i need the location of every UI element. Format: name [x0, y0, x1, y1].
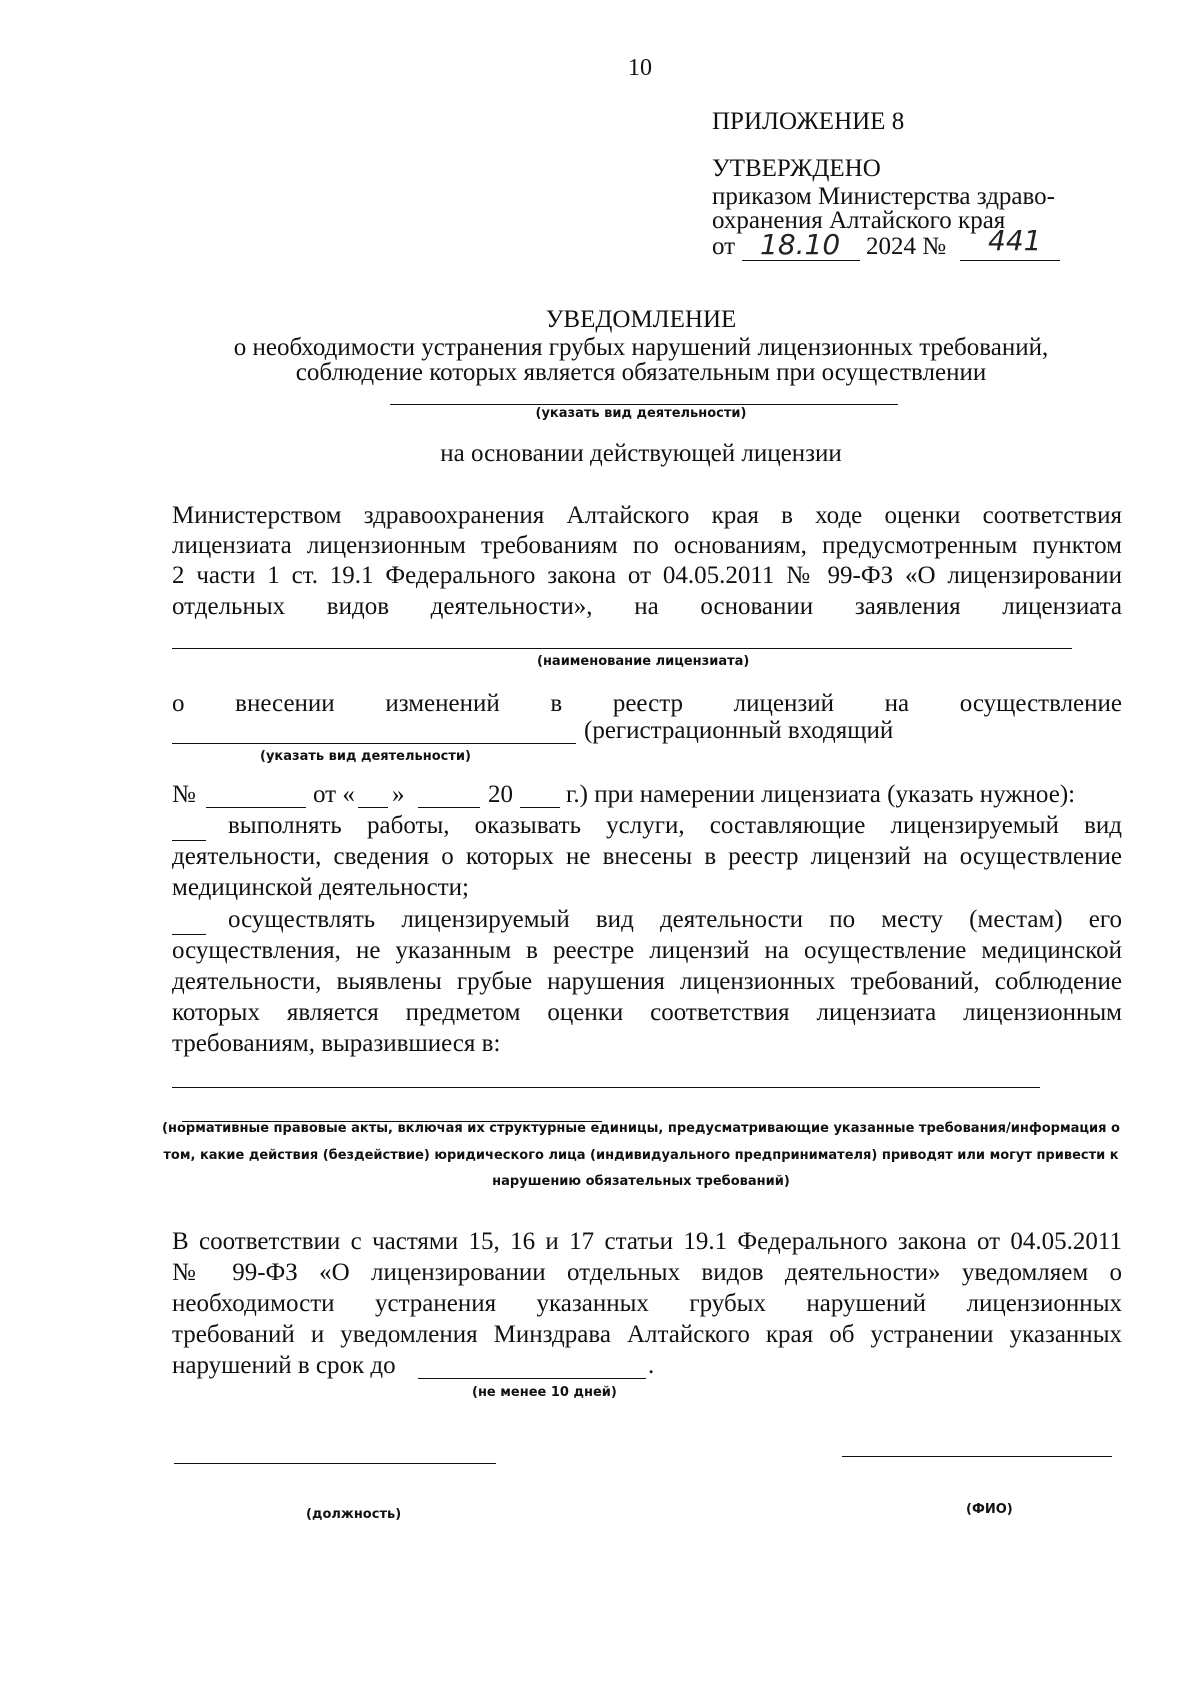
- activity-line2: [172, 743, 576, 744]
- reg-year-blank: [520, 807, 560, 808]
- option2-line1: осуществлять лицензируемый вид деятельности по месту (местам) его: [228, 906, 1122, 933]
- norm-hint-line2: том, какие действия (бездействие) юридического лица (индивидуального предпринимателя) приводят или могут привести к: [163, 1148, 1119, 1163]
- option2-line5: требованиям, выразившиеся в:: [172, 1030, 501, 1057]
- para2-line3: необходимости устранения указанных грубых нарушений лицензионных: [172, 1290, 1122, 1317]
- para1-line2: лицензиата лицензионным требованиям по основаниям, предусмотренным пунктом: [172, 532, 1122, 559]
- deadline-hint: (не менее 10 дней): [472, 1385, 617, 1400]
- para2-line1: В соответствии с частями 15, 16 и 17 статьи 19.1 Федерального закона от 04.05.2011: [172, 1228, 1122, 1255]
- reg-year-label: 20: [488, 781, 513, 808]
- reg-quote: »: [392, 781, 405, 808]
- option2-checkbox: [172, 934, 206, 935]
- option1-line2: деятельности, сведения о которых не внесены в реестр лицензий на осуществление: [172, 843, 1122, 870]
- position-line: [174, 1463, 496, 1464]
- activity-hint2: (указать вид деятельности): [260, 749, 471, 764]
- approved-year: 2024 №: [866, 233, 947, 260]
- approved-title: УТВЕРЖДЕНО: [712, 155, 881, 182]
- appendix-label: ПРИЛОЖЕНИЕ 8: [712, 108, 905, 135]
- deadline-blank: [418, 1378, 646, 1379]
- reg-no-label: №: [172, 781, 196, 808]
- notice-title: УВЕДОМЛЕНИЕ: [545, 306, 737, 333]
- para1-line5: о внесении изменений в реестр лицензий на осуществление: [172, 690, 1122, 717]
- option1-line3: медицинской деятельности;: [172, 874, 469, 901]
- option2-line2: осуществления, не указанным в реестре лицензий на осуществление медицинской: [172, 937, 1122, 964]
- handwritten-date: 18.10: [760, 228, 841, 261]
- deadline-period: .: [648, 1352, 655, 1379]
- option1-checkbox: [172, 840, 206, 841]
- name-hint: (ФИО): [966, 1502, 1013, 1517]
- reg-month-blank: [418, 807, 480, 808]
- reg-tail: г.) при намерении лицензиата (указать нужное):: [566, 781, 1076, 808]
- handwritten-number: 441: [988, 224, 1042, 257]
- approved-line2: охранения Алтайского края: [712, 207, 1006, 234]
- violations-line: [172, 1087, 1040, 1088]
- position-hint: (должность): [306, 1507, 402, 1522]
- registration-label: (регистрационный входящий: [584, 717, 894, 744]
- para1-line1: Министерством здравоохранения Алтайского края в ходе оценки соответствия: [172, 502, 1122, 529]
- name-line: [842, 1456, 1112, 1457]
- approved-from: от: [712, 233, 736, 260]
- option2-line3: деятельности, выявлены грубые нарушения лицензионных требований, соблюдение: [172, 968, 1122, 995]
- page-number: 10: [628, 55, 652, 81]
- notice-subtitle-line1: о необходимости устранения грубых нарушений лицензионных требований,: [233, 334, 1049, 361]
- para2-line2: № 99-ФЗ «О лицензировании отдельных видов деятельности» уведомляем о: [172, 1259, 1122, 1286]
- norm-hint-line1: (нормативные правовые акты, включая их структурные единицы, предусматривающие указанные требования/информация о: [162, 1121, 1120, 1136]
- approved-line1: приказом Министерства здраво-: [712, 183, 1055, 210]
- norm-hint-line3: нарушению обязательных требований): [492, 1174, 790, 1189]
- para1-line4: отдельных видов деятельности», на основании заявления лицензиата: [172, 593, 1122, 620]
- activity-hint: (указать вид деятельности): [535, 406, 747, 421]
- para1-line3: 2 части 1 ст. 19.1 Федерального закона от 04.05.2011 № 99-ФЗ «О лицензировании: [172, 562, 1122, 589]
- notice-subtitle-line2: соблюдение которых является обязательным при осуществлении: [295, 359, 987, 386]
- reg-day-blank: [358, 807, 388, 808]
- licensee-line: [172, 648, 1072, 649]
- option2-line4: которых является предметом оценки соответствия лицензиата лицензионным: [172, 999, 1122, 1026]
- activity-line: [390, 404, 898, 405]
- para2-line5: нарушений в срок до: [172, 1352, 396, 1379]
- basis-line: на основании действующей лицензии: [440, 440, 842, 467]
- reg-from-label: от «: [313, 781, 355, 808]
- licensee-hint: (наименование лицензиата): [537, 654, 750, 669]
- para2-line4: требований и уведомления Минздрава Алтайского края об устранении указанных: [172, 1321, 1122, 1348]
- reg-no-blank: [206, 807, 306, 808]
- option1-line1: выполнять работы, оказывать услуги, составляющие лицензируемый вид: [228, 812, 1122, 839]
- number-underline: [960, 260, 1060, 261]
